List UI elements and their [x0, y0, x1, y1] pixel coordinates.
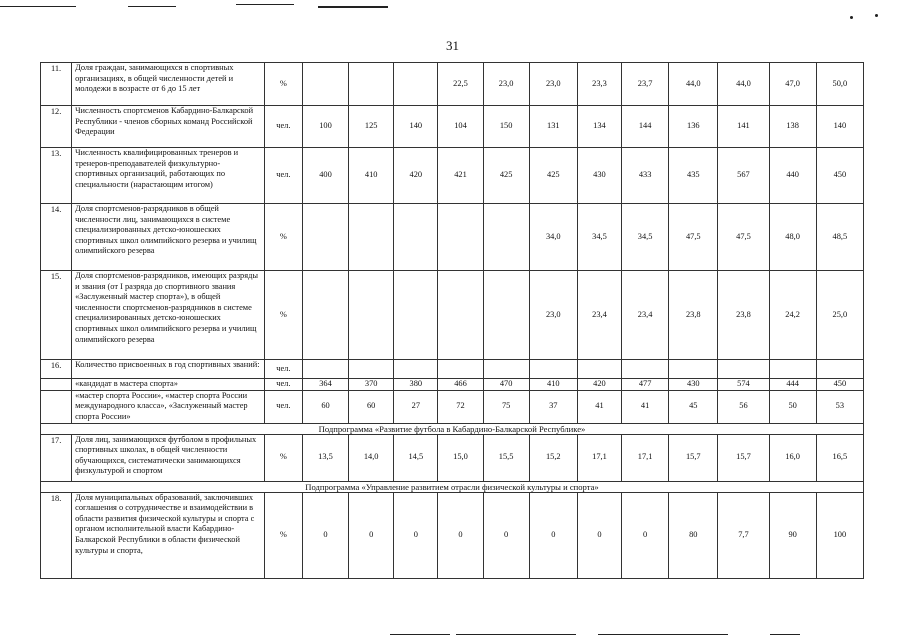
- row-number: [41, 379, 72, 391]
- value-cell: [349, 204, 394, 271]
- value-cell: 37: [529, 390, 577, 423]
- value-cell: 34,5: [622, 204, 669, 271]
- value-cell: [302, 271, 348, 360]
- value-cell: 0: [438, 492, 483, 578]
- value-cell: 34,0: [529, 204, 577, 271]
- value-cell: 27: [394, 390, 438, 423]
- table-row: [41, 492, 864, 578]
- unit-cell: чел.: [264, 106, 302, 148]
- value-cell: 14,5: [394, 434, 438, 481]
- value-cell: 48,0: [769, 204, 816, 271]
- value-cell: [483, 204, 529, 271]
- value-cell: 22,5: [438, 63, 483, 106]
- value-cell: 15,2: [529, 434, 577, 481]
- value-cell: 48,5: [816, 204, 863, 271]
- value-cell: 370: [349, 379, 394, 391]
- value-cell: 24,2: [769, 271, 816, 360]
- value-cell: 23,4: [622, 271, 669, 360]
- indicator-name: «кандидат в мастера спорта»: [72, 379, 265, 391]
- value-cell: 440: [769, 148, 816, 204]
- value-cell: 138: [769, 106, 816, 148]
- value-cell: 14,0: [349, 434, 394, 481]
- value-cell: 34,5: [577, 204, 621, 271]
- value-cell: 23,8: [669, 271, 718, 360]
- scan-dot: [850, 16, 853, 19]
- value-cell: [394, 271, 438, 360]
- subprogram-row: [41, 423, 864, 434]
- scan-mark: [598, 634, 728, 635]
- indicator-name: Доля спортсменов-разрядников в общей численности лиц, занимающихся в системе специализированных детско-юношеских спортивных школ олимпийского резерва и училищ олимпийского резерва: [72, 204, 265, 271]
- scan-mark: [318, 6, 388, 8]
- value-cell: 45: [669, 390, 718, 423]
- value-cell: 470: [483, 379, 529, 391]
- value-cell: 425: [483, 148, 529, 204]
- indicator-name: Численность спортсменов Кабардино-Балкарской Республики - членов сборных команд Российской Федерации: [72, 106, 265, 148]
- indicators-table: [40, 62, 864, 579]
- value-cell: 421: [438, 148, 483, 204]
- value-cell: 140: [394, 106, 438, 148]
- scan-mark: [128, 6, 176, 7]
- value-cell: 23,4: [577, 271, 621, 360]
- value-cell: 56: [718, 390, 769, 423]
- unit-cell: чел.: [264, 148, 302, 204]
- value-cell: 47,0: [769, 63, 816, 106]
- value-cell: 47,5: [669, 204, 718, 271]
- value-cell: 50: [769, 390, 816, 423]
- unit-cell: %: [264, 204, 302, 271]
- subprogram-title: Подпрограмма «Развитие футбола в Кабардино-Балкарской Республике»: [41, 423, 864, 434]
- value-cell: [669, 360, 718, 379]
- value-cell: 0: [577, 492, 621, 578]
- scan-mark: [236, 4, 294, 5]
- page-number: 31: [446, 38, 459, 53]
- table-row: [41, 434, 864, 481]
- table-row: [41, 106, 864, 148]
- row-number: [41, 390, 72, 423]
- indicator-name: Доля спортсменов-разрядников, имеющих разряды и звания (от I разряда до спортивного звания «Заслуженный мастер спорта»), в общей численности спортсменов-разрядников в системе специализированных детско-юношеских спортивных школ олимпийского резерва и училищ олимпийского резерва: [72, 271, 265, 360]
- value-cell: [816, 360, 863, 379]
- indicator-name: Численность квалифицированных тренеров и тренеров-преподавателей физкультурно-спортивных организаций, работающих по специальности (нарастающим итогом): [72, 148, 265, 204]
- row-number: 14.: [41, 204, 72, 271]
- value-cell: 0: [394, 492, 438, 578]
- row-number: 17.: [41, 434, 72, 481]
- value-cell: 430: [577, 148, 621, 204]
- value-cell: 60: [349, 390, 394, 423]
- scan-dot: [875, 14, 878, 17]
- value-cell: 141: [718, 106, 769, 148]
- value-cell: 80: [669, 492, 718, 578]
- value-cell: [622, 360, 669, 379]
- value-cell: 100: [302, 106, 348, 148]
- unit-cell: %: [264, 63, 302, 106]
- value-cell: 0: [483, 492, 529, 578]
- value-cell: 420: [577, 379, 621, 391]
- value-cell: 72: [438, 390, 483, 423]
- value-cell: 23,0: [529, 271, 577, 360]
- value-cell: 131: [529, 106, 577, 148]
- unit-cell: %: [264, 434, 302, 481]
- value-cell: 136: [669, 106, 718, 148]
- value-cell: 150: [483, 106, 529, 148]
- value-cell: 125: [349, 106, 394, 148]
- indicator-name: Доля муниципальных образований, заключивших соглашения о сотрудничестве и взаимодействии в области развития физической культуры и спорта с органом исполнительной власти Кабардино-Балкарской Республики в области физической культуры и спорта,: [72, 492, 265, 578]
- row-number: 15.: [41, 271, 72, 360]
- value-cell: [438, 204, 483, 271]
- value-cell: [483, 360, 529, 379]
- value-cell: 444: [769, 379, 816, 391]
- scan-mark: [390, 634, 450, 635]
- value-cell: 23,0: [483, 63, 529, 106]
- value-cell: 567: [718, 148, 769, 204]
- row-number: 13.: [41, 148, 72, 204]
- value-cell: 44,0: [718, 63, 769, 106]
- value-cell: 15,5: [483, 434, 529, 481]
- value-cell: 13,5: [302, 434, 348, 481]
- value-cell: 450: [816, 148, 863, 204]
- value-cell: 400: [302, 148, 348, 204]
- value-cell: [438, 271, 483, 360]
- value-cell: 75: [483, 390, 529, 423]
- value-cell: 15,7: [669, 434, 718, 481]
- value-cell: 0: [622, 492, 669, 578]
- value-cell: 16,0: [769, 434, 816, 481]
- value-cell: [302, 63, 348, 106]
- value-cell: 410: [529, 379, 577, 391]
- value-cell: 15,0: [438, 434, 483, 481]
- row-number: 16.: [41, 360, 72, 379]
- value-cell: 104: [438, 106, 483, 148]
- value-cell: [529, 360, 577, 379]
- table-row: [41, 148, 864, 204]
- row-number: 11.: [41, 63, 72, 106]
- unit-cell: чел.: [264, 390, 302, 423]
- value-cell: 16,5: [816, 434, 863, 481]
- unit-cell: %: [264, 271, 302, 360]
- value-cell: [302, 360, 348, 379]
- value-cell: 60: [302, 390, 348, 423]
- value-cell: 466: [438, 379, 483, 391]
- value-cell: 450: [816, 379, 863, 391]
- indicator-name: Доля лиц, занимающихся футболом в профильных спортивных школах, в общей численности обучающихся, систематически занимающихся физкультурой и спортом: [72, 434, 265, 481]
- value-cell: 477: [622, 379, 669, 391]
- value-cell: 380: [394, 379, 438, 391]
- subprogram-row: [41, 481, 864, 492]
- value-cell: 410: [349, 148, 394, 204]
- value-cell: 435: [669, 148, 718, 204]
- value-cell: 47,5: [718, 204, 769, 271]
- value-cell: 25,0: [816, 271, 863, 360]
- table-row: [41, 360, 864, 379]
- value-cell: [394, 63, 438, 106]
- table-row: [41, 379, 864, 391]
- value-cell: [349, 360, 394, 379]
- value-cell: 433: [622, 148, 669, 204]
- value-cell: [394, 360, 438, 379]
- value-cell: 134: [577, 106, 621, 148]
- table-row: [41, 204, 864, 271]
- value-cell: 17,1: [622, 434, 669, 481]
- value-cell: 100: [816, 492, 863, 578]
- value-cell: 15,7: [718, 434, 769, 481]
- value-cell: [349, 271, 394, 360]
- value-cell: 0: [302, 492, 348, 578]
- value-cell: 420: [394, 148, 438, 204]
- subprogram-title: Подпрограмма «Управление развитием отрасли физической культуры и спорта»: [41, 481, 864, 492]
- value-cell: [302, 204, 348, 271]
- table-row: [41, 63, 864, 106]
- value-cell: 425: [529, 148, 577, 204]
- value-cell: [577, 360, 621, 379]
- value-cell: 574: [718, 379, 769, 391]
- value-cell: 7,7: [718, 492, 769, 578]
- value-cell: 90: [769, 492, 816, 578]
- value-cell: 364: [302, 379, 348, 391]
- value-cell: 41: [622, 390, 669, 423]
- value-cell: 50,0: [816, 63, 863, 106]
- value-cell: [438, 360, 483, 379]
- value-cell: 23,8: [718, 271, 769, 360]
- unit-cell: чел.: [264, 360, 302, 379]
- table-row: [41, 271, 864, 360]
- indicator-name: Доля граждан, занимающихся в спортивных организациях, в общей численности детей и молодежи в возрасте от 6 до 15 лет: [72, 63, 265, 106]
- indicator-name: «мастер спорта России», «мастер спорта России международного класса», «Заслуженный мастер спорта России»: [72, 390, 265, 423]
- scan-mark: [0, 6, 76, 7]
- value-cell: 44,0: [669, 63, 718, 106]
- table-row: [41, 390, 864, 423]
- value-cell: 53: [816, 390, 863, 423]
- value-cell: 17,1: [577, 434, 621, 481]
- value-cell: 23,3: [577, 63, 621, 106]
- value-cell: [769, 360, 816, 379]
- indicator-name: Количество присвоенных в год спортивных званий:: [72, 360, 265, 379]
- value-cell: 140: [816, 106, 863, 148]
- value-cell: 144: [622, 106, 669, 148]
- value-cell: 430: [669, 379, 718, 391]
- value-cell: [718, 360, 769, 379]
- value-cell: [349, 63, 394, 106]
- value-cell: 0: [349, 492, 394, 578]
- value-cell: [394, 204, 438, 271]
- unit-cell: чел.: [264, 379, 302, 391]
- row-number: 12.: [41, 106, 72, 148]
- row-number: 18.: [41, 492, 72, 578]
- value-cell: 41: [577, 390, 621, 423]
- value-cell: [483, 271, 529, 360]
- value-cell: 23,7: [622, 63, 669, 106]
- unit-cell: %: [264, 492, 302, 578]
- value-cell: 23,0: [529, 63, 577, 106]
- scan-mark: [456, 634, 576, 635]
- scan-mark: [770, 634, 800, 635]
- value-cell: 0: [529, 492, 577, 578]
